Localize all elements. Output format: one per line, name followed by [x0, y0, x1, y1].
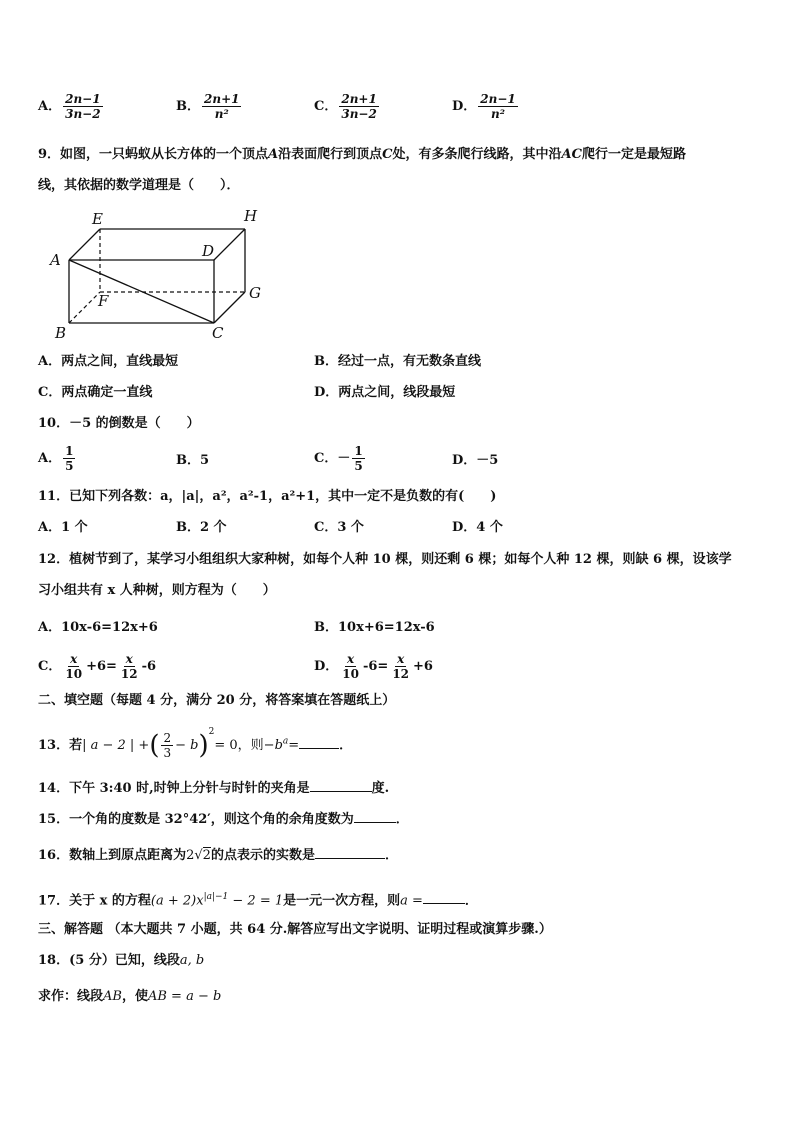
q10-option-a: A． $\frac{1}{5}$ — [38, 444, 74, 473]
q12-d-frac1: $\frac{x}{10}$ — [342, 652, 359, 681]
q10-option-b: B．5 — [176, 453, 210, 468]
label-a: A — [50, 251, 61, 269]
q11-option-b: B．2 个 — [176, 520, 227, 535]
q12-stem-line2: 习小组共有 x 人种树，则方程为（ ） — [38, 583, 276, 598]
q10-stem: 10．－5 的倒数是（ ） — [38, 416, 200, 431]
label-e: E — [92, 210, 103, 228]
q12-option-b: B．10x+6=12x-6 — [314, 620, 435, 635]
q11-option-d: D．4 个 — [452, 520, 503, 535]
q10-option-c: C．－ $\frac{1}{5}$ — [314, 444, 363, 473]
label-f: F — [98, 292, 109, 310]
q8-option-c: C． $\frac{2n+1}{3n-2}$ — [314, 92, 377, 121]
q8-a-fraction: $\frac{2n-1}{3n-2}$ — [65, 92, 101, 121]
q10-a-fraction: $\frac{1}{5}$ — [65, 444, 74, 473]
q9-option-d: D．两点之间，线段最短 — [314, 385, 456, 400]
q12-option-a: A．10x-6=12x+6 — [38, 620, 158, 635]
q18-line1: 18．(5 分）已知，线段a, b — [38, 953, 205, 968]
q8-option-b: B． $\frac{2n+1}{\text{n²}}$ — [176, 92, 240, 121]
label-b: B — [55, 324, 67, 342]
q16-answer-blank[interactable] — [315, 846, 385, 859]
edge-c-g — [214, 292, 245, 323]
q8-d-fraction: $\frac{2n-1}{\text{n²}}$ — [480, 92, 516, 121]
q10-c-fraction: $\frac{1}{5}$ — [354, 444, 363, 473]
section-3-heading: 三、解答题 （本大题共 7 小题，共 64 分.解答应写出文字说明、证明过程或演算步骤.） — [38, 922, 552, 937]
edge-a-e — [69, 229, 100, 260]
q14: 14．下午 3:40 时,时钟上分针与时针的夹角是 度. — [38, 781, 390, 796]
q12-c-frac1: $\frac{x}{10}$ — [65, 652, 83, 681]
sqrt-sign: √ — [194, 848, 203, 863]
label-g: G — [249, 284, 261, 302]
hidden-edge-b-f — [69, 292, 100, 323]
section-2-heading: 二、填空题（每题 4 分，满分 20 分，将答案填在答题纸上） — [38, 693, 396, 708]
label-h: H — [244, 207, 258, 225]
q17-answer-blank[interactable] — [423, 891, 465, 904]
q8-b-fraction: $\frac{2n+1}{\text{n²}}$ — [204, 92, 240, 121]
q13: 13．若| a − 2 | +( $\frac{2}{3}$ − b)$^2$= 0，则$-b^a=$ ． — [38, 726, 353, 761]
q15-answer-blank[interactable] — [354, 810, 396, 823]
q17: 17．关于 x 的方程$(a + 2)x^{|a|-1} - 2 = 1$是一元一次方程，则a = ． — [38, 892, 478, 909]
edge-d-h — [214, 229, 245, 260]
q8-option-a: A． $\frac{2n-1}{3n-2}$ — [38, 92, 101, 121]
q9-option-c: C．两点确定一直线 — [38, 385, 153, 400]
q8-c-fraction: $\frac{2n+1}{3n-2}$ — [341, 92, 377, 121]
q9-stem-line2: 线，其依据的数学道理是（ ）． — [38, 178, 240, 193]
q13-answer-blank[interactable] — [299, 736, 339, 749]
q9-option-b: B．经过一点，有无数条直线 — [314, 354, 481, 369]
q15: 15．一个角的度数是 32°42′，则这个角的余角度数为 ． — [38, 812, 409, 827]
label-c: C — [212, 324, 224, 342]
q12-stem-line1: 12．植树节到了，某学习小组组织大家种树，如每个人种 10 棵，则还剩 6 棵；如每个人种 12 棵，则缺 6 棵，设该学 — [38, 552, 732, 567]
q13-fraction: $\frac{2}{3}$ — [163, 731, 172, 760]
q8-option-d: D． $\frac{2n-1}{\text{n²}}$ — [452, 92, 516, 121]
q12-c-frac2: $\frac{x}{12}$ — [120, 652, 138, 681]
q12-option-d: D． $\frac{x}{10}$ -6= $\frac{x}{12}$ +6 — [314, 652, 433, 681]
q16: 16．数轴上到原点距离为2√2的点表示的实数是 ． — [38, 848, 398, 863]
q11-option-a: A．1 个 — [38, 520, 88, 535]
q14-answer-blank[interactable] — [310, 779, 372, 792]
q12-d-frac2: $\frac{x}{12}$ — [392, 652, 410, 681]
q10-option-d: D．－5 — [452, 453, 499, 468]
right-paren: ) — [198, 730, 209, 761]
q9-stem-line1: 9．如图，一只蚂蚁从长方体的一个顶点A沿表面爬行到顶点C处，有多条爬行线路，其中沿AC爬行一定是最短路 — [38, 147, 686, 162]
q11-stem: 11．已知下列各数：a，|a|，a²，a²-1，a²+1，其中一定不是负数的有( ) — [38, 489, 497, 504]
q11-option-c: C．3 个 — [314, 520, 364, 535]
q18-line2: 求作：线段AB，使AB = a − b — [38, 989, 222, 1004]
label-d: D — [202, 242, 215, 260]
q9-option-a: A．两点之间，直线最短 — [38, 354, 179, 369]
left-paren: ( — [149, 730, 160, 761]
cuboid-figure — [44, 205, 274, 345]
q12-option-c: C． $\frac{x}{10}$ +6= $\frac{x}{12}$ -6 — [38, 652, 157, 681]
